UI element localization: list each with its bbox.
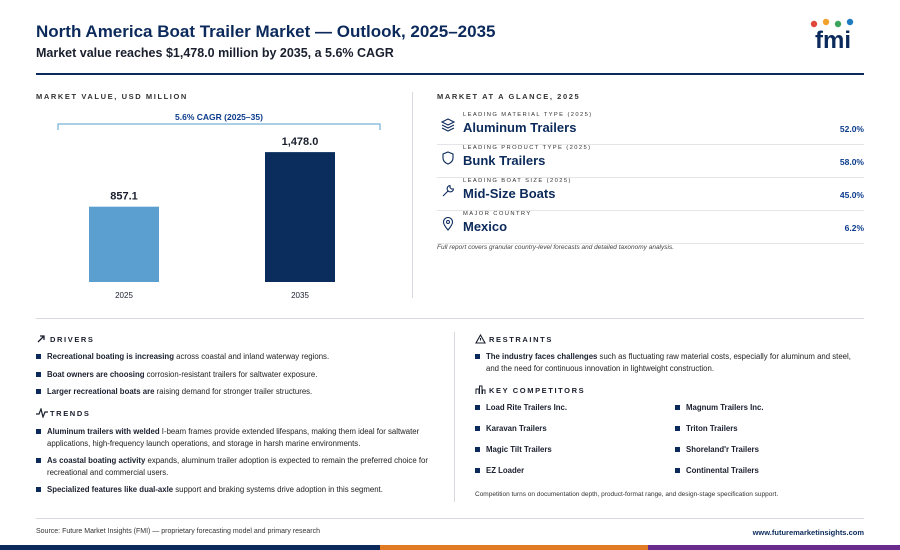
- warning-icon: [475, 334, 486, 344]
- header-rule: [36, 73, 864, 75]
- bullet-marker: [675, 426, 680, 431]
- lower-column-divider: [454, 332, 455, 502]
- competitor-name: Magic Tilt Trailers: [486, 445, 552, 454]
- bullet-lead: As coastal boating activity: [47, 456, 146, 465]
- glance-row: [437, 211, 864, 244]
- glance-label: MARKET AT A GLANCE, 2025: [437, 92, 581, 101]
- wrench-icon: [441, 184, 455, 198]
- trend-up-arrow-icon: [36, 334, 46, 344]
- bullet-lead: The industry faces challenges: [486, 352, 598, 361]
- bullet-marker: [36, 487, 41, 492]
- bullet-text: corrosion-resistant trailers for saltwater exposure.: [144, 370, 318, 379]
- pulse-icon: [36, 408, 48, 418]
- footer-url-link[interactable]: www.futuremarketinsights.com: [752, 528, 864, 537]
- bullet-marker: [475, 405, 480, 410]
- bullet-text: across coastal and inland waterway regions.: [173, 352, 330, 361]
- bullet-marker: [475, 354, 480, 359]
- layers-icon: [441, 118, 455, 132]
- bullet-text: raising demand for stronger trailer structures.: [154, 387, 313, 396]
- footer-source: Source: Future Market Insights (FMI) — proprietary forecasting model and primary research: [36, 528, 320, 535]
- bullet-text: I-beam frames provide extended lifespans, making them ideal for saltwater applications, high-frequency launch operations, and storage in harsh marine environments.: [47, 427, 420, 448]
- shield-icon: [441, 151, 455, 165]
- competitor-name: Shoreland'r Trailers: [686, 445, 759, 454]
- page-subtitle: Market value reaches $1,478.0 million by 2035, a 5.6% CAGR: [36, 46, 394, 60]
- bullet-marker: [475, 426, 480, 431]
- glance-kicker: MAJOR COUNTRY: [463, 211, 532, 217]
- bullet-marker: [36, 389, 41, 394]
- glance-segment-name: Bunk Trailers: [463, 153, 546, 168]
- glance-note: Full report covers granular country-level forecasts and detailed taxonomy analysis.: [437, 244, 675, 251]
- competitors-note: Competition turns on documentation depth, product-format range, and design-stage specification support.: [475, 491, 779, 498]
- bullet-marker: [675, 468, 680, 473]
- glance-segment-name: Aluminum Trailers: [463, 120, 577, 135]
- glance-share-value: 58.0%: [839, 157, 864, 167]
- glance-segment-name: Mexico: [463, 219, 508, 234]
- glance-row: [437, 145, 864, 178]
- bar-2035: [265, 152, 335, 282]
- cagr-bracket: [58, 124, 380, 130]
- bullet-lead: Specialized features like dual-axle: [47, 485, 174, 494]
- bar-value-label-2035: 1,478.0: [281, 136, 319, 149]
- competitor-name: Magnum Trailers Inc.: [686, 403, 764, 412]
- bullet-marker: [675, 447, 680, 452]
- bullet-marker: [475, 447, 480, 452]
- glance-kicker: LEADING MATERIAL TYPE (2025): [463, 112, 593, 118]
- logo-wordmark: fmi: [815, 27, 851, 54]
- bullet-marker: [36, 458, 41, 463]
- glance-kicker: LEADING PRODUCT TYPE (2025): [463, 145, 592, 151]
- section-divider: [36, 318, 864, 319]
- glance-segment-name: Mid-Size Boats: [463, 186, 556, 201]
- glance-kicker: LEADING BOAT SIZE (2025): [463, 178, 572, 184]
- page-title: North America Boat Trailer Market — Outlook, 2025–2035: [36, 22, 496, 41]
- footer-divider: [36, 518, 864, 519]
- competitor-name: Continental Trailers: [686, 466, 759, 475]
- glance-share-value: 6.2%: [844, 223, 864, 233]
- bullet-text: expands, aluminum trailer adoption is expected to remain the preferred choice for recreational and commercial users.: [47, 456, 428, 477]
- bullet-lead: Boat owners are choosing: [47, 370, 145, 379]
- bullet-marker: [475, 468, 480, 473]
- bullet-marker: [36, 354, 41, 359]
- x-tick-label-2035: 2035: [291, 291, 309, 300]
- competitor-name: Karavan Trailers: [486, 424, 547, 433]
- bullet-text: such as fluctuating raw material costs, especially for aluminum and steel, and the need for continuous innovation in lightweight construction.: [486, 352, 851, 373]
- bullet-lead: Recreational boating is increasing: [47, 352, 174, 361]
- market-value-label: MARKET VALUE, USD MILLION: [36, 92, 188, 101]
- glance-row: [437, 112, 864, 145]
- bar-2025: [89, 207, 159, 282]
- glance-row: [437, 178, 864, 211]
- bullet-text: support and braking systems drive adoption in this segment.: [173, 485, 383, 494]
- glance-share-value: 45.0%: [839, 190, 864, 200]
- glance-share-value: 52.0%: [839, 124, 864, 134]
- x-tick-label-2025: 2025: [115, 291, 133, 300]
- bullet-marker: [675, 405, 680, 410]
- column-divider: [412, 92, 413, 298]
- footer-bar-navy: [0, 545, 380, 550]
- market-value-chart: [36, 104, 396, 304]
- map-pin-icon: [441, 217, 455, 231]
- competitor-name: EZ Loader: [486, 466, 525, 475]
- competitors-icon: [475, 385, 486, 395]
- bullet-marker: [36, 429, 41, 434]
- footer-bar-purple: [648, 545, 900, 550]
- bullet-marker: [36, 372, 41, 377]
- bar-value-label-2025: 857.1: [110, 190, 138, 203]
- competitor-name: Triton Trailers: [686, 424, 738, 433]
- fmi-logo: [800, 18, 866, 58]
- footer-bar-orange: [380, 545, 648, 550]
- cagr-label: 5.6% CAGR (2025–35): [175, 112, 263, 122]
- logo-people-icons: [811, 19, 853, 27]
- bullet-lead: Larger recreational boats are: [47, 387, 155, 396]
- bullet-lead: Aluminum trailers with welded: [47, 427, 160, 436]
- competitor-name: Load Rite Trailers Inc.: [486, 403, 568, 412]
